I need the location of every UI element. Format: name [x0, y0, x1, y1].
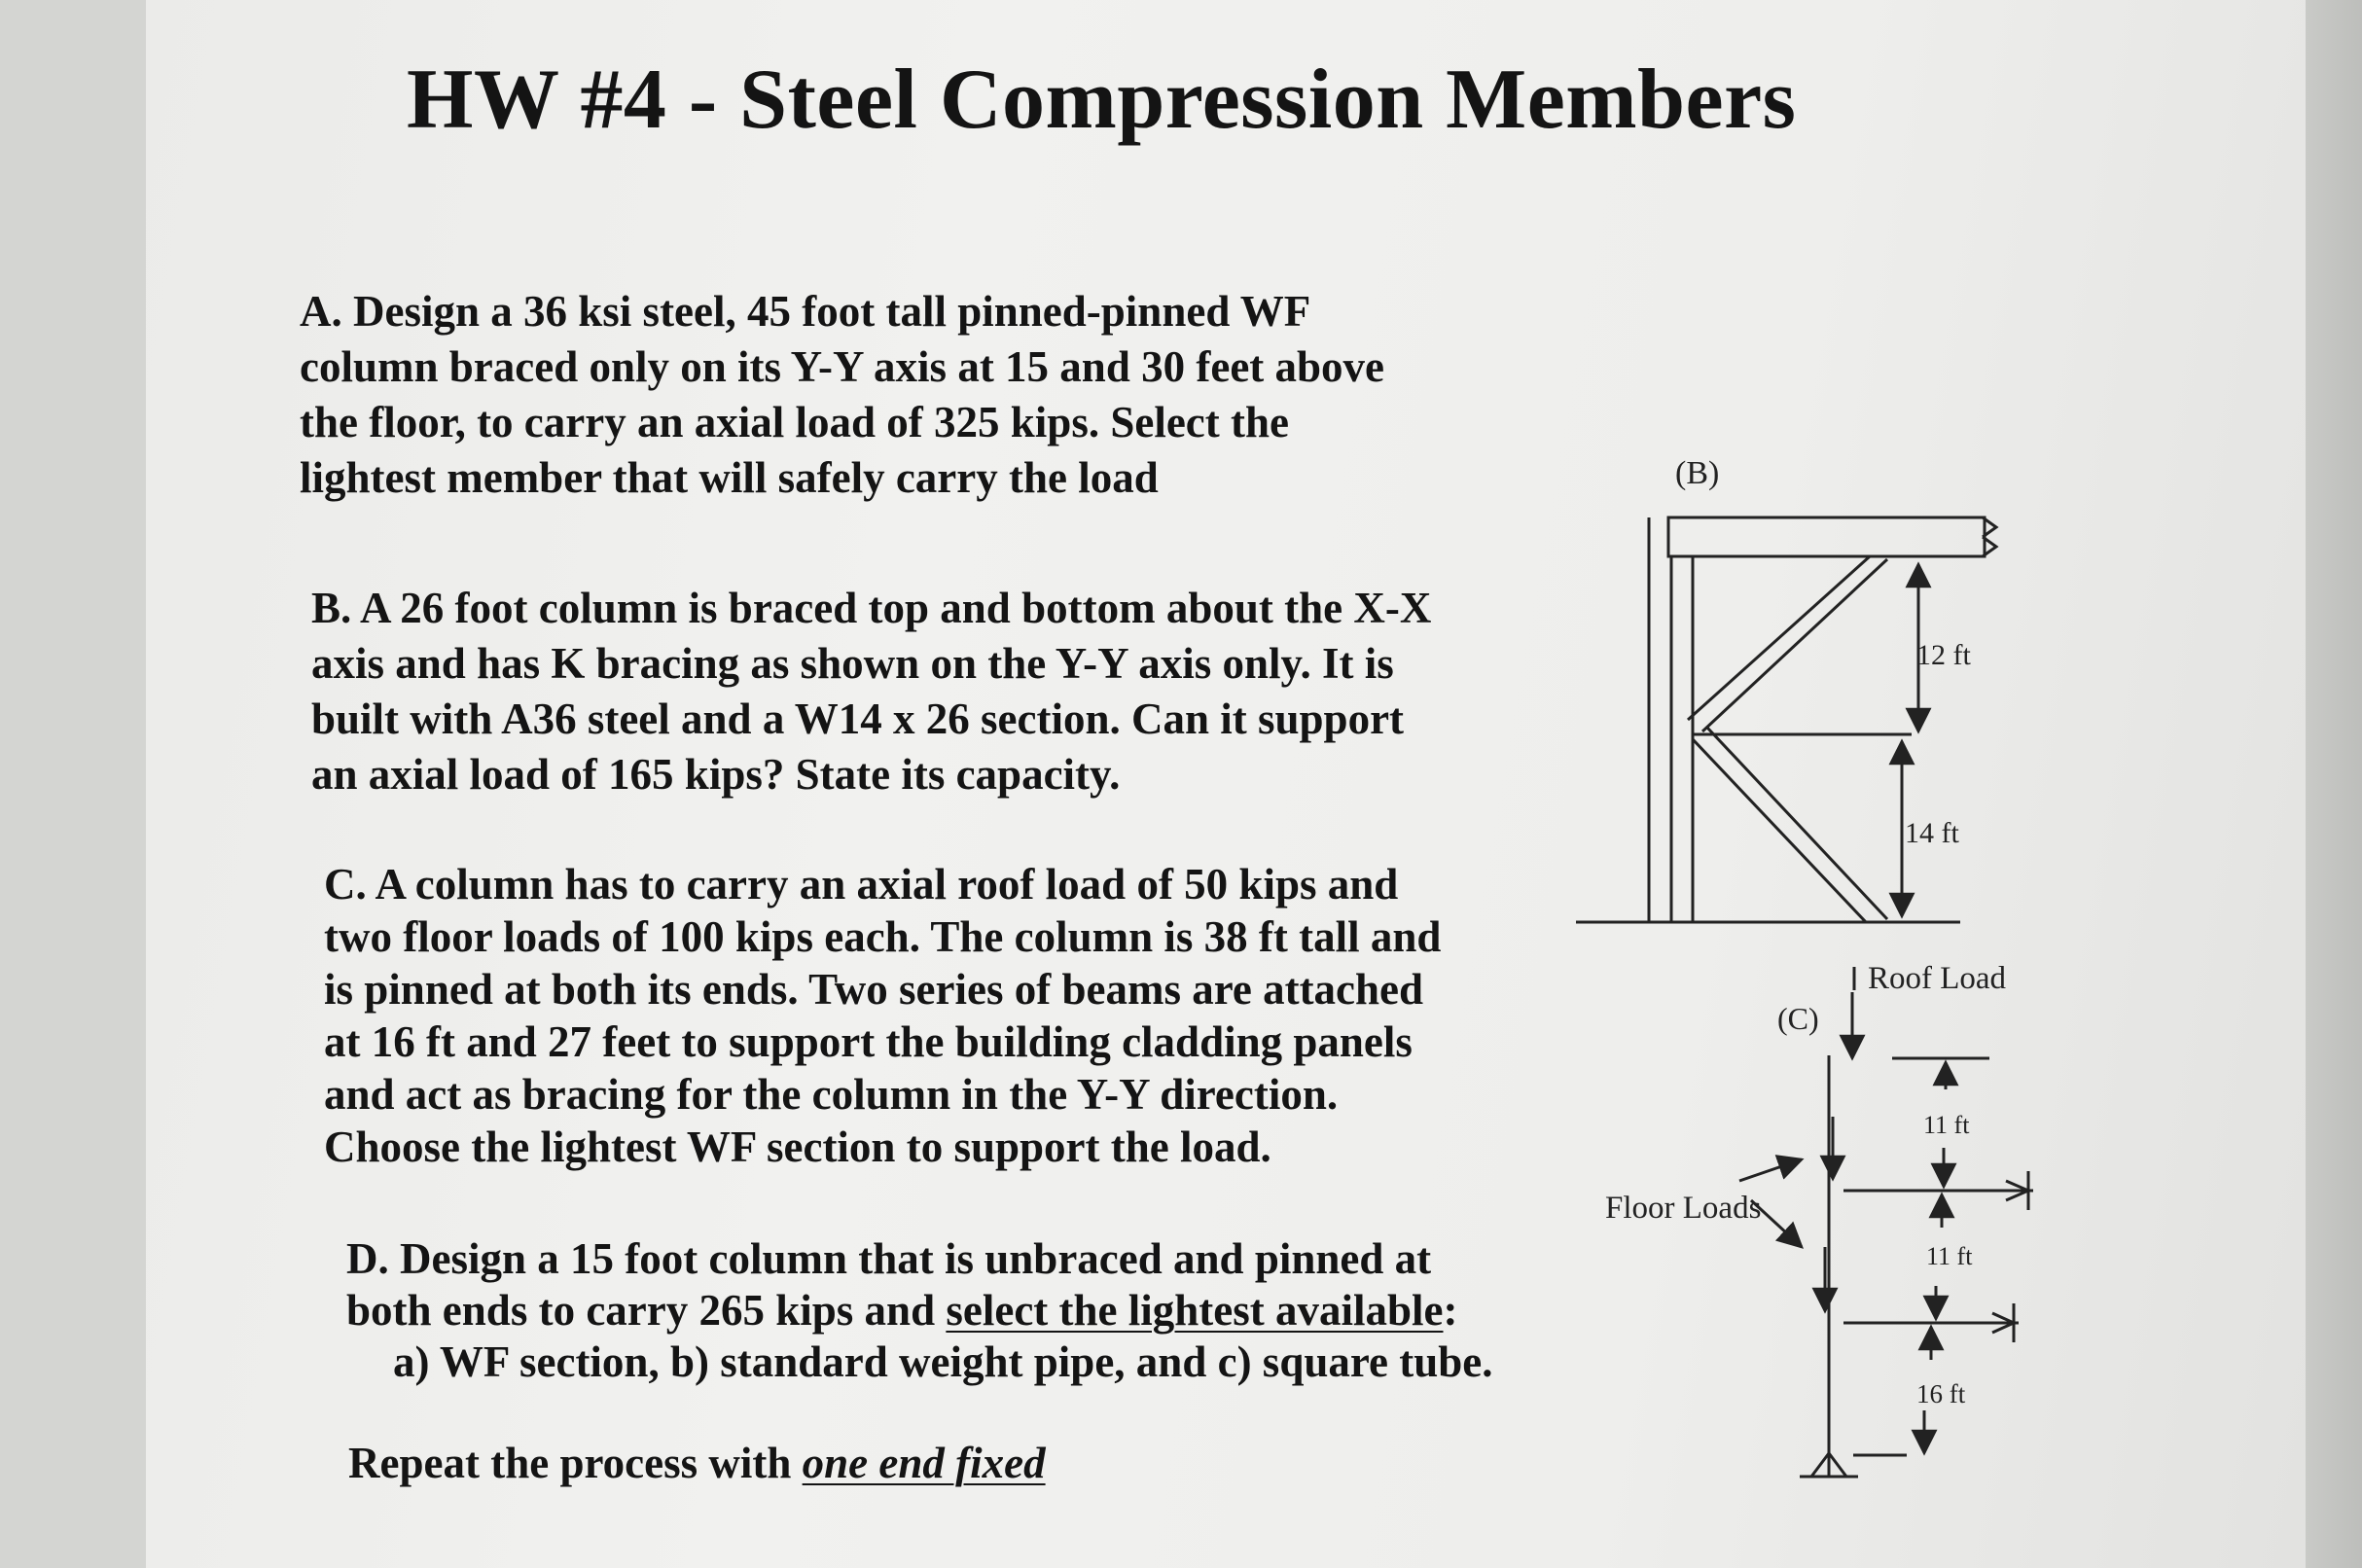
- dimension-label-12ft: 12 ft: [1916, 639, 1971, 671]
- upper-brace: [1688, 556, 1870, 720]
- diagram-c: [1605, 961, 2033, 1477]
- dimension-label-11ft-top: 11 ft: [1923, 1111, 1970, 1139]
- upper-brace: [1702, 559, 1887, 731]
- page-title: HW #4 - Steel Compression Members: [407, 53, 1797, 147]
- problem-c-line: two floor loads of 100 kips each. The column is 38 ft tall and: [324, 912, 1442, 961]
- problem-b-line: built with A36 steel and a W14 x 26 section. Can it support: [311, 695, 1405, 743]
- roof-load-label: Roof Load: [1868, 961, 2007, 996]
- problem-d-options: a) WF section, b) standard weight pipe, and c) square tube.: [393, 1337, 1493, 1386]
- floor-load-leader: [1739, 1159, 1802, 1181]
- problem-d-text: :: [1443, 1286, 1458, 1335]
- problem-b-line: an axial load of 165 kips? State its capacity.: [311, 750, 1121, 799]
- floor-loads-label: Floor Loads: [1605, 1191, 1762, 1226]
- problem-c-line: Choose the lightest WF section to support the load.: [324, 1123, 1271, 1171]
- diagram-c-label: (C): [1777, 1001, 1819, 1036]
- problem-b-line: axis and has K bracing as shown on the Y-Y axis only. It is: [311, 639, 1394, 688]
- problem-b-line: B. A 26 foot column is braced top and bottom about the X-X: [311, 584, 1432, 632]
- emphasized-phrase: one end fixed: [802, 1439, 1046, 1487]
- dimension-label-16ft: 16 ft: [1916, 1379, 1966, 1408]
- problem-c-line: is pinned at both its ends. Two series of beams are attached: [324, 965, 1424, 1014]
- roof-beam: [1668, 517, 1985, 556]
- problem-d-text: both ends to carry 265 kips and: [346, 1286, 947, 1335]
- problem-a-line: column braced only on its Y-Y axis at 15 and 30 feet above: [300, 342, 1385, 391]
- problem-c-line: C. A column has to carry an axial roof load of 50 kips and: [324, 860, 1399, 909]
- problem-a-line: A. Design a 36 ksi steel, 45 foot tall pinned-pinned WF: [300, 287, 1311, 336]
- problem-a-line: lightest member that will safely carry the load: [300, 453, 1159, 502]
- diagram-b: [1576, 455, 1996, 922]
- problem-d-line: D. Design a 15 foot column that is unbraced and pinned at: [346, 1234, 1432, 1283]
- lower-brace: [1707, 728, 1887, 919]
- underlined-phrase: select the lightest available: [946, 1286, 1444, 1335]
- dimension-label-14ft: 14 ft: [1905, 817, 1959, 849]
- lower-brace: [1693, 739, 1866, 922]
- dimension-label-11ft-mid: 11 ft: [1926, 1242, 1973, 1270]
- problem-c-line: and act as bracing for the column in the Y-Y direction.: [324, 1070, 1339, 1119]
- diagram-b-label: (B): [1675, 455, 1720, 491]
- repeat-text: Repeat the process with: [348, 1439, 803, 1487]
- problem-c-line: at 16 ft and 27 feet to support the building cladding panels: [324, 1017, 1413, 1066]
- problem-a-line: the floor, to carry an axial load of 325 kips. Select the: [300, 398, 1290, 446]
